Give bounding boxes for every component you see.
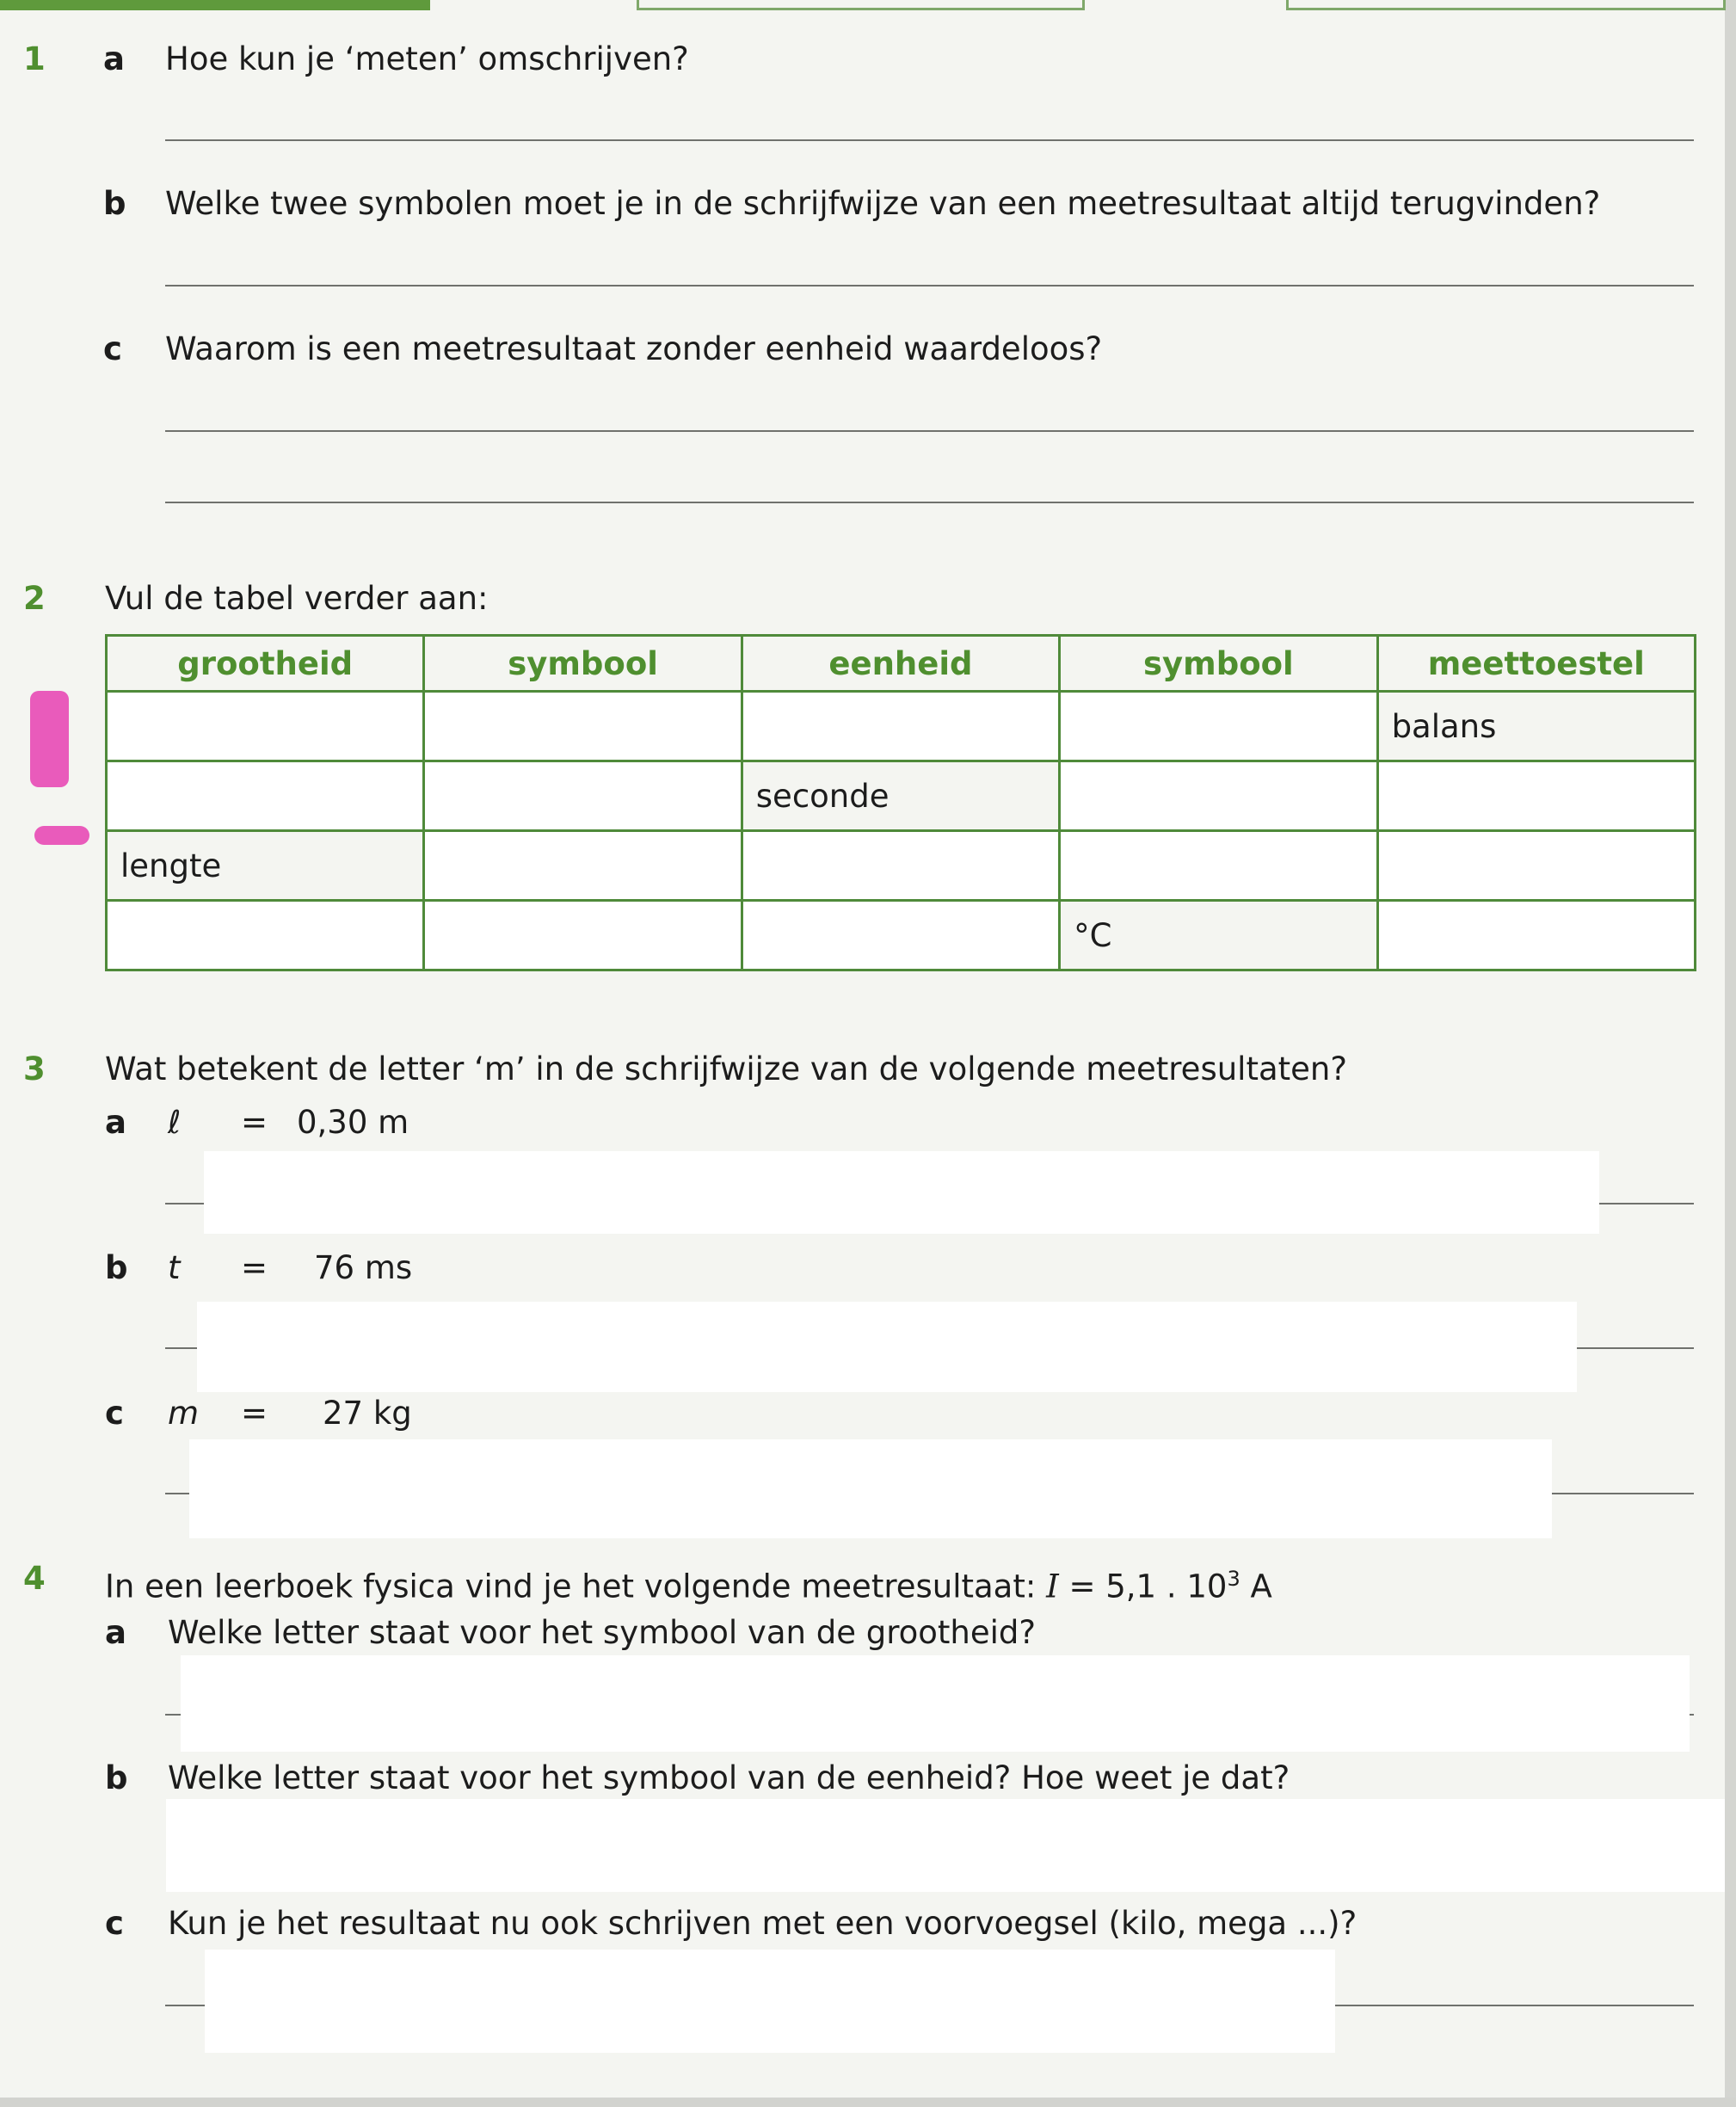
table-cell[interactable] xyxy=(107,761,424,831)
answer-field-4b[interactable] xyxy=(166,1799,1725,1892)
header-eenheid: eenheid xyxy=(742,636,1059,692)
question-3a-letter: a xyxy=(105,1104,126,1141)
highlighter-mark-small xyxy=(34,826,89,845)
question-1-number: 1 xyxy=(23,40,46,77)
formula-unit: A xyxy=(1250,1568,1272,1605)
header-grootheid: grootheid xyxy=(107,636,424,692)
answer-line-1c-2[interactable] xyxy=(165,502,1694,503)
question-3b-letter: b xyxy=(105,1249,128,1286)
table-cell[interactable] xyxy=(1060,831,1377,901)
table-cell[interactable] xyxy=(742,901,1059,970)
question-3b-symbol: t xyxy=(168,1249,181,1286)
table-cell[interactable] xyxy=(424,692,742,761)
question-4-text-prefix: In een leerboek fysica vind je het volgende meetresultaat: xyxy=(105,1568,1037,1605)
answer-field-3c[interactable] xyxy=(189,1439,1552,1538)
question-4-text xyxy=(105,1560,1272,1605)
answer-line-1a[interactable] xyxy=(165,139,1694,141)
answer-field-4c[interactable] xyxy=(205,1950,1335,2053)
header-symbool-grootheid: symbool xyxy=(424,636,742,692)
question-3a-value: 0,30 m xyxy=(297,1104,409,1141)
question-1a-letter: a xyxy=(103,40,125,77)
question-4c-letter: c xyxy=(105,1905,124,1942)
question-4a-letter: a xyxy=(105,1614,126,1651)
question-1c-text: Waarom is een meetresultaat zonder eenheid waardeloos? xyxy=(165,330,1103,367)
table-cell[interactable] xyxy=(424,761,742,831)
question-3c-symbol: m xyxy=(168,1395,200,1432)
page-edge-bottom xyxy=(0,2098,1736,2107)
table-cell[interactable] xyxy=(1377,831,1695,901)
table-cell[interactable] xyxy=(1377,901,1695,970)
question-2-text: Vul de tabel verder aan: xyxy=(105,580,489,617)
page-edge-right xyxy=(1725,0,1736,2107)
question-1b-text: Welke twee symbolen moet je in de schrijfwijze van een meetresultaat altijd terugvinden? xyxy=(165,185,1601,222)
table-cell[interactable] xyxy=(1060,692,1377,761)
question-1c-letter: c xyxy=(103,330,122,367)
answer-line-1b[interactable] xyxy=(165,285,1694,286)
question-2-number: 2 xyxy=(23,580,46,617)
header-bar-middle xyxy=(637,0,1085,10)
answer-field-4a[interactable] xyxy=(181,1655,1690,1752)
question-1a-text: Hoe kun je ‘meten’ omschrijven? xyxy=(165,40,689,77)
formula-exponent: 3 xyxy=(1227,1567,1240,1591)
table-cell[interactable] xyxy=(1060,761,1377,831)
question-3-text: Wat betekent de letter ‘m’ in de schrijfwijze van de volgende meetresultaten? xyxy=(105,1050,1347,1087)
answer-field-3a[interactable] xyxy=(204,1151,1599,1234)
question-4c-text: Kun je het resultaat nu ook schrijven met een voorvoegsel (kilo, mega ...)? xyxy=(168,1905,1357,1942)
table-row xyxy=(107,831,1696,901)
question-3a-symbol: ℓ xyxy=(168,1104,182,1141)
header-bar-right xyxy=(1286,0,1726,10)
table-cell[interactable] xyxy=(1377,761,1695,831)
answer-field-3b[interactable] xyxy=(197,1302,1577,1392)
question-4b-text: Welke letter staat voor het symbool van de eenheid? Hoe weet je dat? xyxy=(168,1759,1290,1796)
question-1b-letter: b xyxy=(103,185,126,222)
table-cell[interactable] xyxy=(742,831,1059,901)
table-cell[interactable] xyxy=(107,692,424,761)
table-row xyxy=(107,761,1696,831)
question-3b-value: 76 ms xyxy=(314,1249,413,1286)
highlighter-mark xyxy=(30,691,69,787)
table-row xyxy=(107,901,1696,970)
quantities-table xyxy=(105,634,1696,971)
question-3a-equals: = xyxy=(241,1104,268,1141)
question-4a-text: Welke letter staat voor het symbool van de grootheid? xyxy=(168,1614,1037,1651)
table-cell: seconde xyxy=(742,761,1059,831)
header-symbool-eenheid: symbool xyxy=(1060,636,1377,692)
question-3c-value: 27 kg xyxy=(323,1395,412,1432)
table-cell: lengte xyxy=(107,831,424,901)
table-header-row xyxy=(107,636,1696,692)
question-3c-equals: = xyxy=(241,1395,268,1432)
formula-value: = 5,1 . 10 xyxy=(1068,1568,1228,1605)
header-meettoestel: meettoestel xyxy=(1377,636,1695,692)
table-cell: °C xyxy=(1060,901,1377,970)
table-cell[interactable] xyxy=(424,901,742,970)
table-cell: balans xyxy=(1377,692,1695,761)
formula-symbol: I xyxy=(1046,1568,1059,1605)
question-3b-equals: = xyxy=(241,1249,268,1286)
question-3-number: 3 xyxy=(23,1050,46,1087)
answer-line-1c-1[interactable] xyxy=(165,430,1694,432)
table-cell[interactable] xyxy=(742,692,1059,761)
question-4b-letter: b xyxy=(105,1759,128,1796)
header-bar-left xyxy=(0,0,430,10)
question-4-number: 4 xyxy=(23,1560,46,1597)
table-row xyxy=(107,692,1696,761)
table-cell[interactable] xyxy=(424,831,742,901)
question-3c-letter: c xyxy=(105,1395,124,1432)
table-cell[interactable] xyxy=(107,901,424,970)
